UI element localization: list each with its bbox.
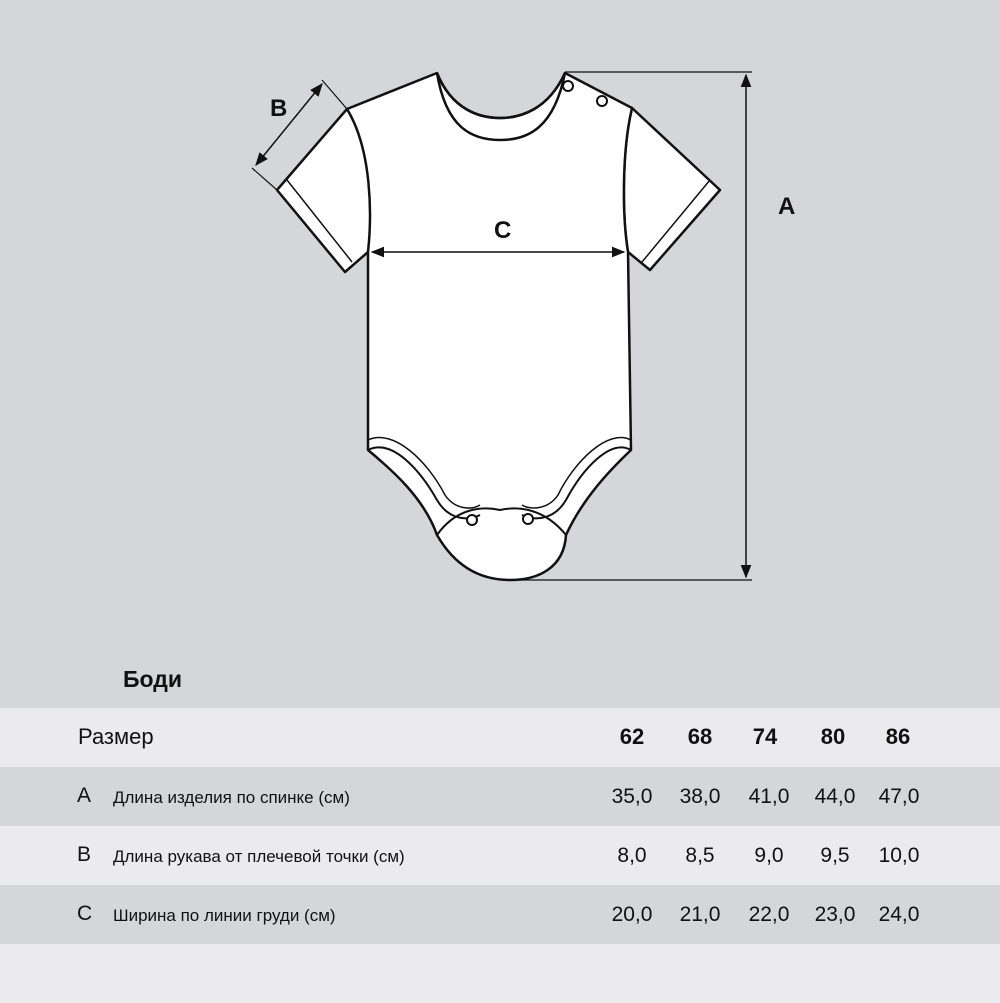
row-value: 8,0 — [617, 844, 647, 867]
row-letter: A — [77, 784, 92, 807]
row-value: 35,0 — [611, 785, 653, 808]
table-row — [0, 826, 1000, 885]
row-value: 47,0 — [878, 785, 920, 808]
size-74: 74 — [752, 724, 778, 749]
dimension-b-label: B — [270, 95, 288, 122]
row-description: Длина рукава от плечевой точки (см) — [113, 847, 405, 866]
size-header-row — [0, 708, 1000, 767]
size-table — [0, 708, 1000, 1003]
row-description: Длина изделия по спинке (см) — [113, 788, 350, 807]
row-value: 9,5 — [820, 844, 850, 867]
dimension-a-label: A — [778, 193, 796, 220]
row-value: 44,0 — [814, 785, 856, 808]
row-value: 23,0 — [814, 903, 856, 926]
size-80: 80 — [820, 724, 846, 749]
row-value: 8,5 — [685, 844, 715, 867]
row-value: 9,0 — [754, 844, 784, 867]
row-description: Ширина по линии груди (см) — [113, 906, 336, 925]
bodysuit-outline — [277, 73, 720, 580]
size-62: 62 — [619, 724, 645, 749]
row-letter: B — [77, 843, 92, 866]
size-86: 86 — [885, 724, 911, 749]
row-value: 24,0 — [878, 903, 920, 926]
row-value: 38,0 — [679, 785, 721, 808]
product-title: Боди — [123, 666, 183, 692]
row-value: 22,0 — [748, 903, 790, 926]
table-row — [0, 885, 1000, 944]
size-header-label: Размер — [78, 724, 154, 749]
size-68: 68 — [687, 724, 713, 749]
table-footer-band — [0, 944, 1000, 1003]
row-letter: C — [77, 902, 93, 925]
row-value: 41,0 — [748, 785, 790, 808]
row-value: 10,0 — [878, 844, 920, 867]
dimension-c-label: C — [494, 217, 512, 244]
row-value: 21,0 — [679, 903, 721, 926]
row-value: 20,0 — [611, 903, 653, 926]
table-row — [0, 767, 1000, 826]
